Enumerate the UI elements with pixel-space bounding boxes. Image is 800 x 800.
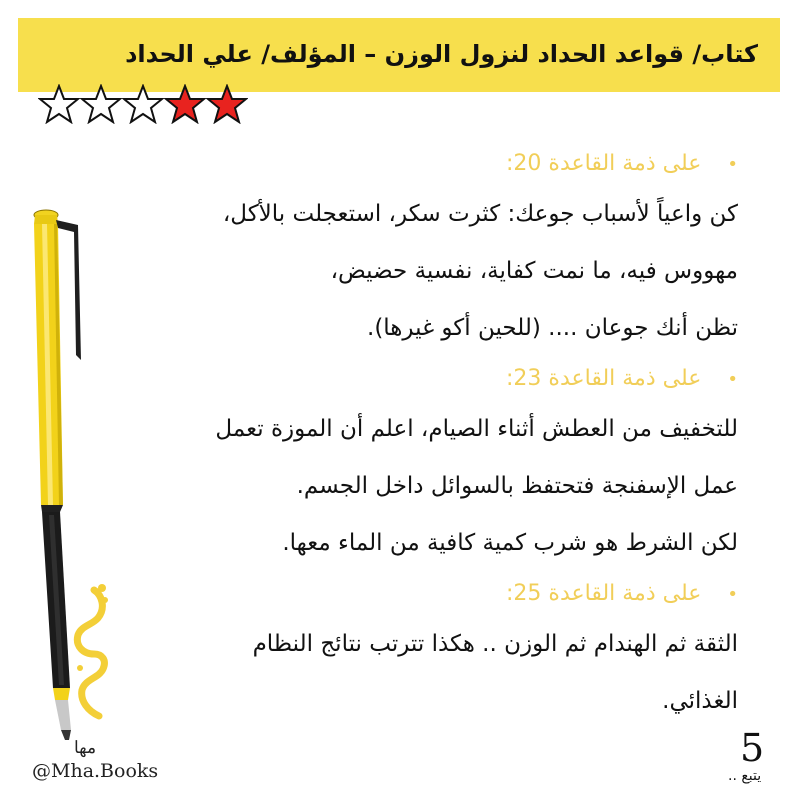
rating-star-icon: [38, 84, 80, 124]
rule-text-line: تظن أنك جوعان .... (للحين أكو غيرها).: [367, 315, 738, 341]
rule-text-line: الثقة ثم الهندام ثم الوزن .. هكذا تترتب نتائج النظام: [252, 631, 738, 657]
rating-star-icon: [164, 84, 206, 124]
rule-section: [58, 357, 738, 572]
rule-section: [58, 572, 738, 730]
bullet-icon: •: [727, 369, 738, 390]
rule-section: [58, 142, 738, 357]
title-banner: [18, 18, 780, 92]
social-handle: @Mha.Books: [32, 760, 159, 782]
rating-star-icon: [206, 84, 248, 124]
rule-text-line: لكن الشرط هو شرب كمية كافية من الماء معها.: [282, 530, 738, 556]
continues-label: يتبع ..: [728, 768, 762, 784]
rule-heading: •على ذمة القاعدة 20:: [58, 142, 738, 186]
rating-star-icon: [80, 84, 122, 124]
page-number: 5: [740, 726, 765, 770]
bullet-icon: •: [727, 584, 738, 605]
rule-text-line: عمل الإسفنجة فتحتفظ بالسوائل داخل الجسم.: [296, 473, 738, 499]
rating-star-icon: [122, 84, 164, 124]
rule-text-line: للتخفيف من العطش أثناء الصيام، اعلم أن الموزة تعمل: [215, 416, 738, 442]
rule-heading: •على ذمة القاعدة 23:: [58, 357, 738, 401]
rating-stars: [38, 84, 248, 124]
bullet-icon: •: [727, 154, 738, 175]
author-name: مها: [74, 738, 97, 758]
main-content: [58, 142, 738, 730]
rule-text-line: مهووس فيه، ما نمت كفاية، نفسية حضيض،: [330, 258, 738, 284]
rule-text-line: الغذائي.: [662, 688, 738, 714]
book-title: كتاب/ قواعد الحداد لنزول الوزن – المؤلف/ علي الحداد: [125, 40, 758, 68]
rule-text-line: كن واعياً لأسباب جوعك: كثرت سكر، استعجلت بالأكل،: [222, 201, 738, 227]
rule-heading: •على ذمة القاعدة 25:: [58, 572, 738, 616]
